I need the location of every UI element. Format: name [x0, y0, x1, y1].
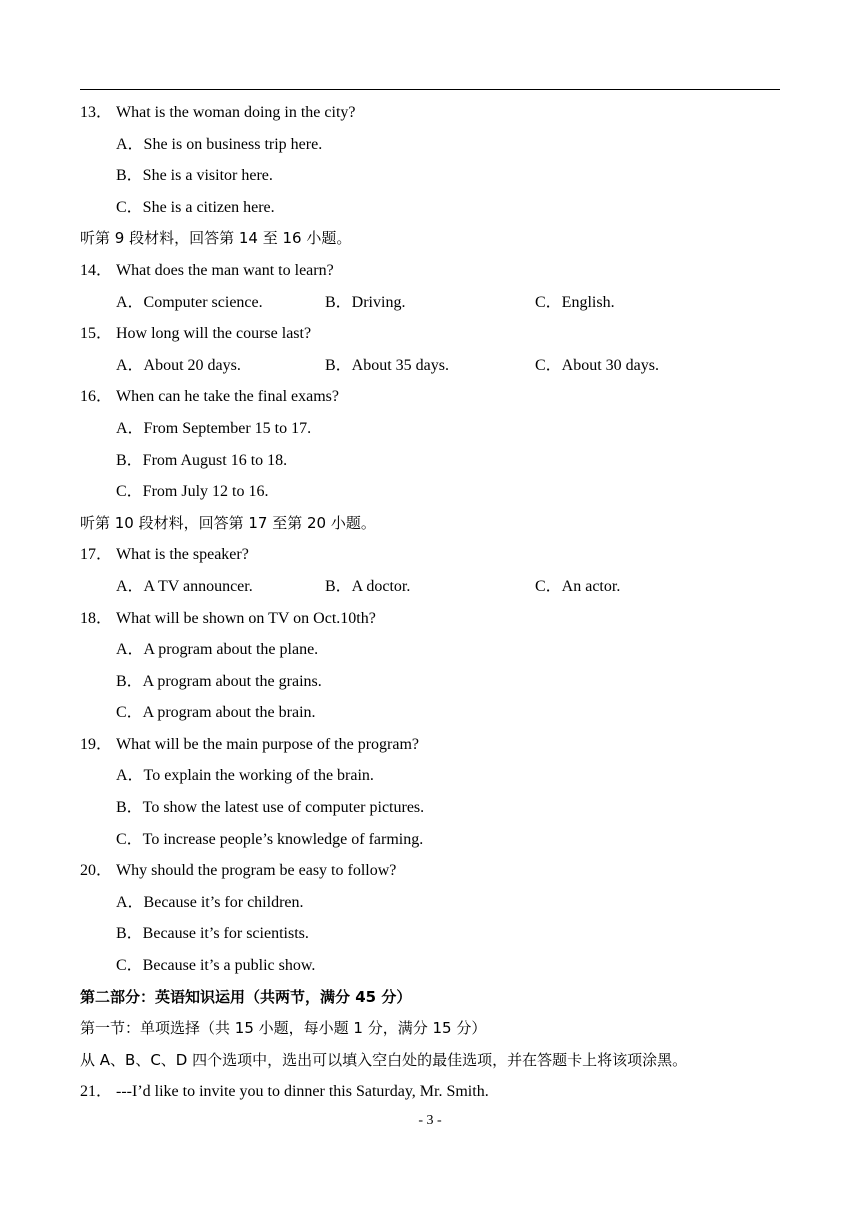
q17-option-b: B．A doctor.	[325, 577, 411, 595]
question-19: 19． What will be the main purpose of the program?	[80, 735, 420, 753]
q16-option-a: A．From September 15 to 17.	[116, 419, 312, 437]
section-1-instructions: 从 A、B、C、D 四个选项中，选出可以填入空白处的最佳选项，并在答题卡上将该项涂黑。	[80, 1050, 688, 1069]
question-15: 15． How long will the course last?	[80, 325, 312, 343]
question-13: 13． What is the woman doing in the city?	[80, 104, 356, 121]
question-14: 14． What does the man want to learn?	[80, 261, 334, 279]
q20-option-c: C．Because it’s a public show.	[116, 957, 316, 975]
q18-option-b: B．A program about the grains.	[116, 672, 322, 690]
q13-option-c: C．She is a citizen here.	[116, 198, 275, 216]
section-1-heading: 第一节：单项选择（共 15 小题，每小题 1 分，满分 15 分）	[80, 1019, 487, 1038]
q16-option-c: C．From July 12 to 16.	[116, 483, 269, 501]
question-16: 16． When can he take the final exams?	[80, 388, 339, 406]
q18-option-a: A．A program about the plane.	[116, 641, 319, 659]
q15-options	[80, 350, 790, 382]
q18-option-c: C．A program about the brain.	[116, 704, 316, 722]
q17-options	[80, 571, 790, 603]
q19-option-b: B．To show the latest use of computer pictures.	[116, 799, 425, 817]
question-18: 18． What will be shown on TV on Oct.10th?	[80, 609, 376, 627]
header-rule	[80, 89, 780, 90]
q19-option-c: C．To increase people’s knowledge of farming.	[116, 830, 424, 848]
q17-option-c: C．An actor.	[535, 577, 621, 595]
q14-options	[80, 287, 790, 319]
q17-option-a: A．A TV announcer.	[116, 577, 253, 595]
q15-option-c: C．About 30 days.	[535, 356, 660, 374]
q20-option-b: B．Because it’s for scientists.	[116, 925, 309, 943]
part-2-heading: 第二部分：英语知识运用（共两节，满分 45 分）	[80, 987, 412, 1006]
q14-option-c: C．English.	[535, 293, 615, 311]
q14-option-a: A．Computer science.	[116, 293, 263, 311]
q13-option-a: A．She is on business trip here.	[116, 135, 323, 153]
q13-option-b: B．She is a visitor here.	[116, 167, 273, 185]
q16-option-b: B．From August 16 to 18.	[116, 451, 288, 469]
page-number: - 3 -	[418, 1113, 442, 1128]
question-21: 21． ---I’d like to invite you to dinner this Saturday, Mr. Smith.	[80, 1083, 489, 1101]
q20-option-a: A．Because it’s for children.	[116, 893, 304, 911]
q15-option-b: B．About 35 days.	[325, 356, 450, 374]
q15-option-a: A．About 20 days.	[116, 356, 241, 374]
q19-option-a: A．To explain the working of the brain.	[116, 767, 374, 785]
page-content	[80, 97, 790, 1108]
section-9-instruction: 听第 9 段材料，回答第 14 至 16 小题。	[80, 229, 352, 248]
question-20: 20． Why should the program be easy to follow?	[80, 862, 397, 880]
question-17: 17． What is the speaker?	[80, 546, 249, 564]
section-10-instruction: 听第 10 段材料，回答第 17 至第 20 小题。	[80, 513, 376, 532]
q14-option-b: B．Driving.	[325, 293, 406, 311]
